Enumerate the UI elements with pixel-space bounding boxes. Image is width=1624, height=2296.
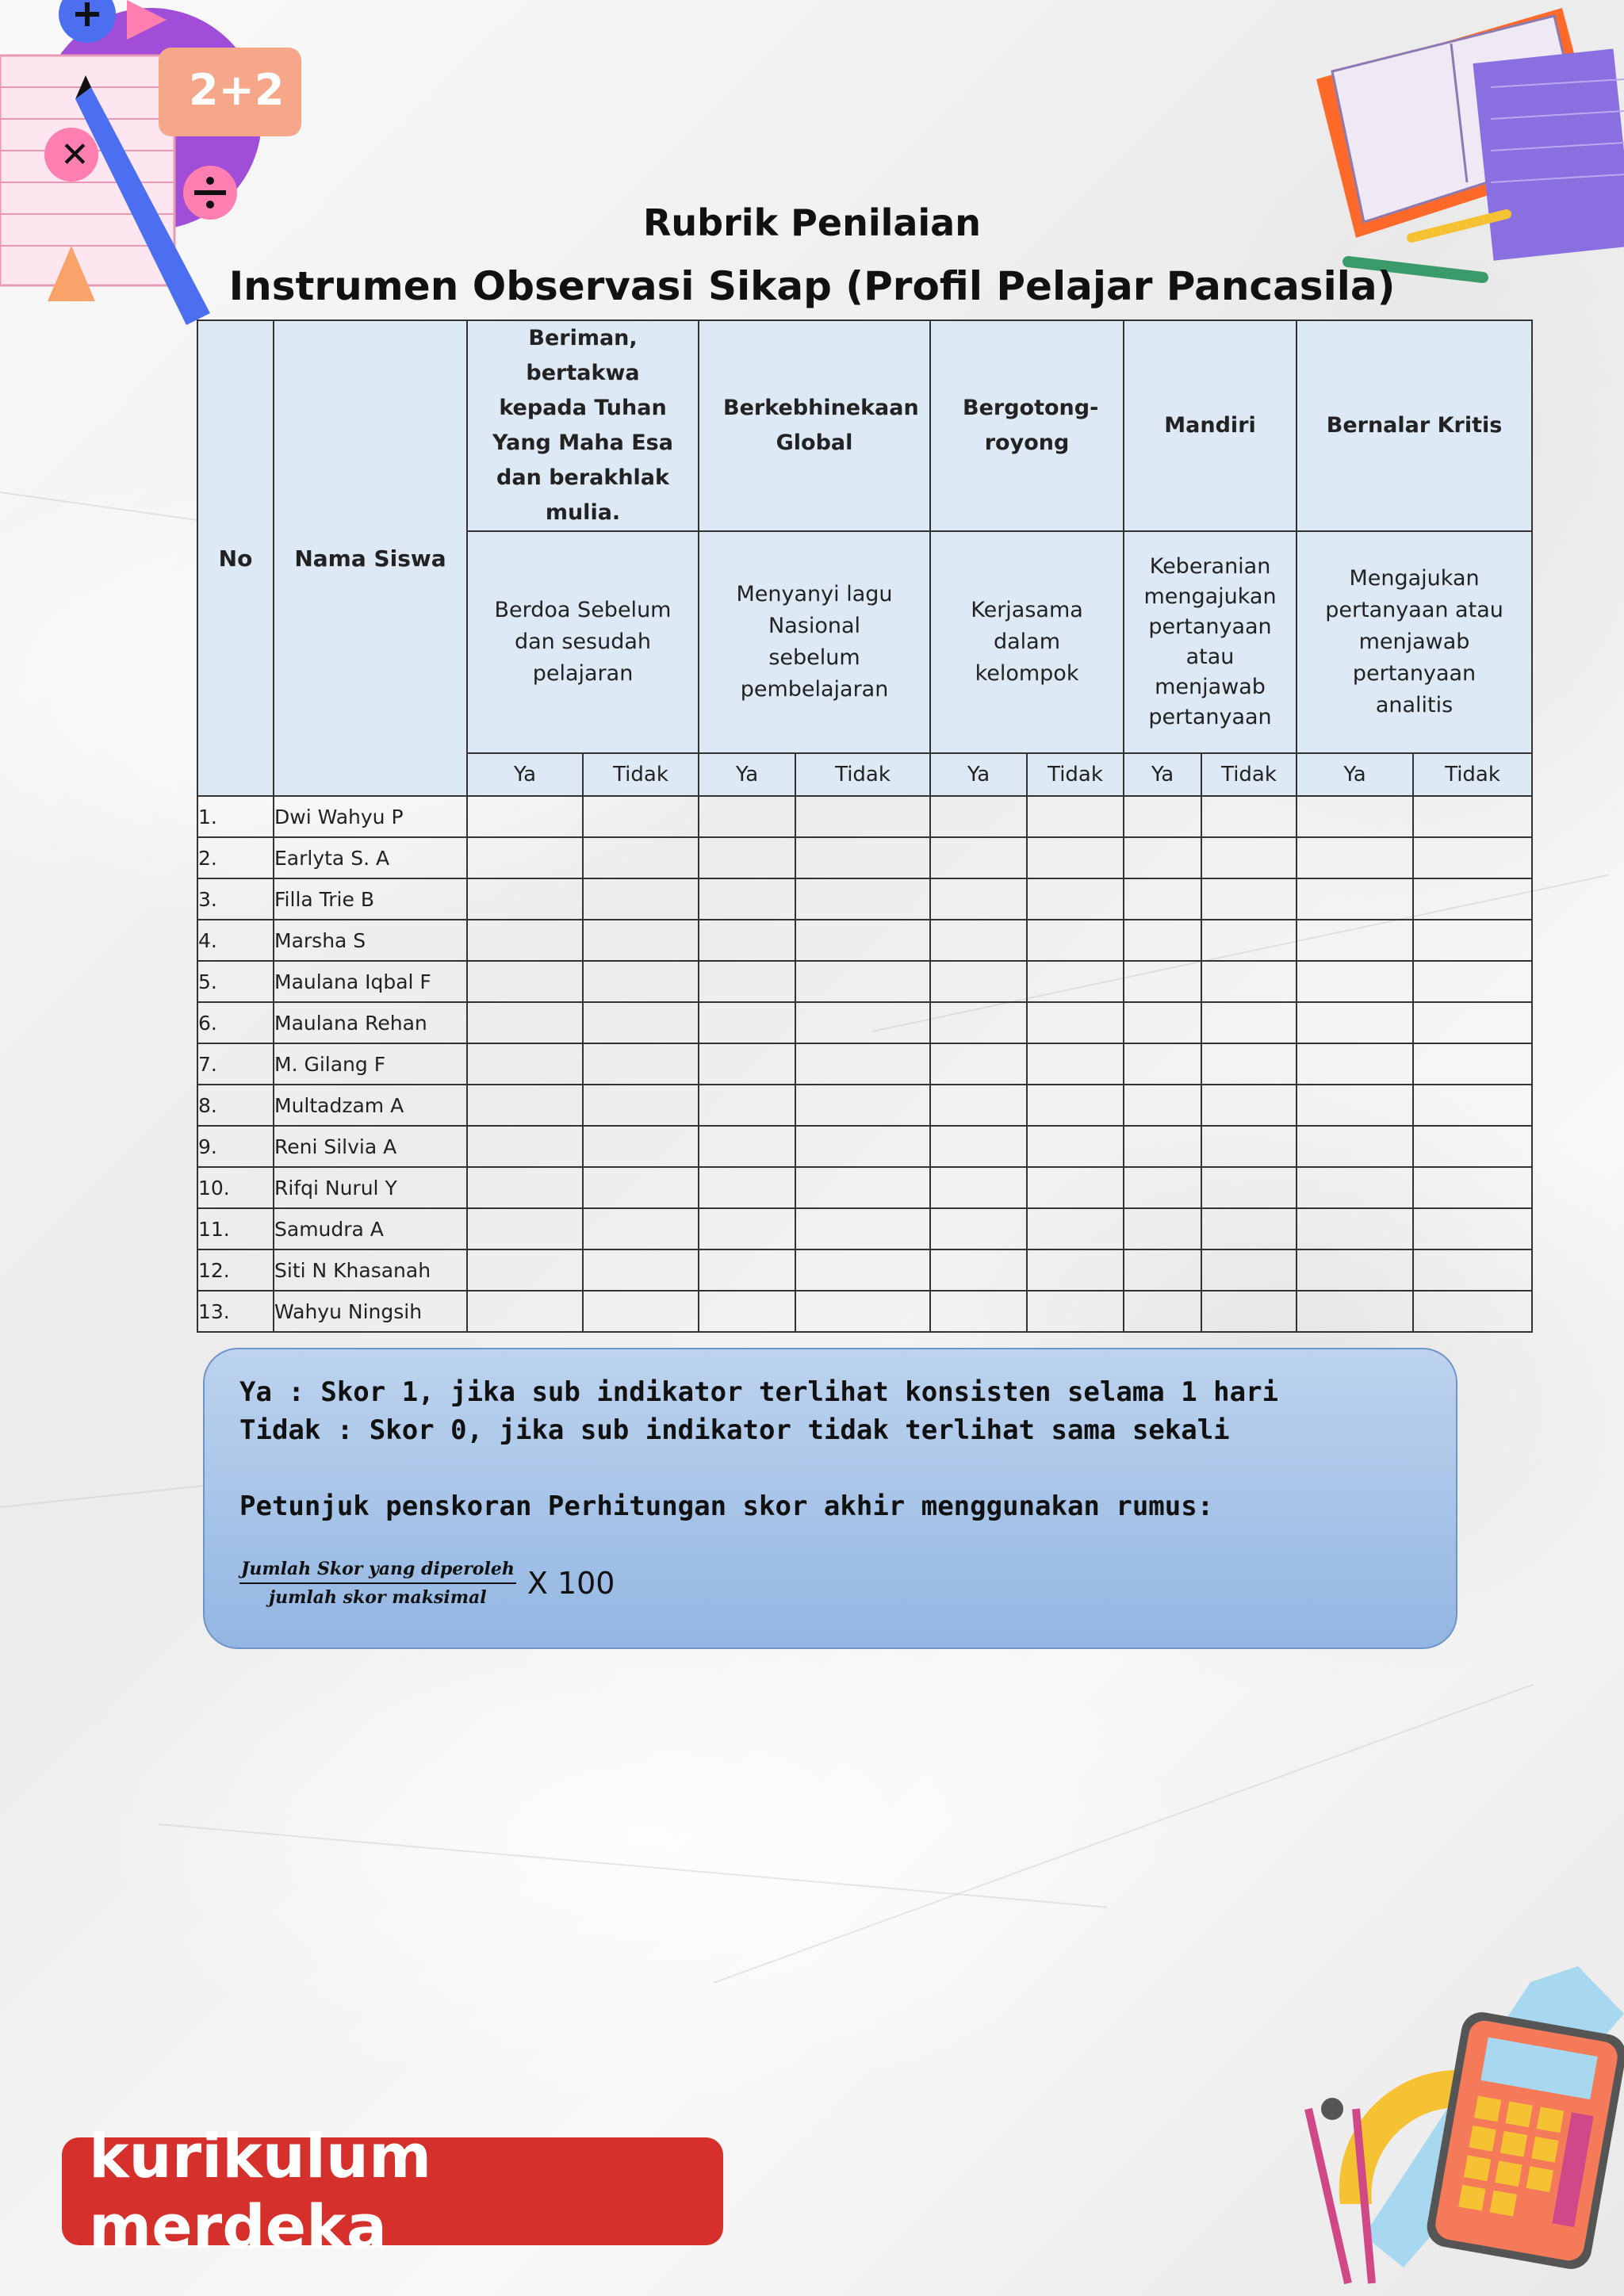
no-score-cell[interactable] [1201,961,1297,1002]
yes-score-cell[interactable] [930,796,1027,837]
yes-score-cell[interactable] [1124,796,1201,837]
row-number: 4. [197,920,274,961]
no-score-cell[interactable] [795,1167,930,1208]
yes-score-cell[interactable] [930,1126,1027,1167]
no-score-cell[interactable] [1027,920,1124,961]
yes-score-cell[interactable] [699,1167,795,1208]
table-row [197,1249,1532,1291]
student-name: Earlyta S. A [274,837,467,878]
no-score-cell[interactable] [1027,961,1124,1002]
no-score-cell[interactable] [1027,1126,1124,1167]
yes-score-cell[interactable] [1124,1126,1201,1167]
yes-score-cell[interactable] [1297,878,1413,920]
yes-score-cell[interactable] [1124,1249,1201,1291]
yes-score-cell[interactable] [699,1126,795,1167]
no-score-cell[interactable] [1027,1208,1124,1249]
no-score-cell[interactable] [1413,961,1532,1002]
no-score-cell[interactable] [1413,796,1532,837]
table-row [197,796,1532,837]
row-number: 5. [197,961,274,1002]
yes-score-cell[interactable] [930,920,1027,961]
table-row [197,878,1532,920]
no-score-cell[interactable] [1027,796,1124,837]
yes-score-cell[interactable] [1297,920,1413,961]
yes-score-cell[interactable] [1297,1208,1413,1249]
formula-denominator: jumlah skor maksimal [269,1587,487,1608]
no-score-cell[interactable] [583,1085,699,1126]
no-score-cell[interactable] [1413,837,1532,878]
no-score-cell[interactable] [1027,1002,1124,1043]
no-score-cell[interactable] [1413,1043,1532,1085]
yes-score-cell[interactable] [1297,1291,1413,1332]
no-score-cell[interactable] [1201,1167,1297,1208]
formula-fraction [239,1559,516,1608]
row-number: 12. [197,1249,274,1291]
row-number: 13. [197,1291,274,1332]
rubric-table [197,320,1533,1333]
yes-score-cell[interactable] [1124,920,1201,961]
no-column-5: Tidak [1413,753,1532,796]
scoring-legend [203,1348,1457,1649]
indicator-5: Mengajukan pertanyaan atau menjawab pertanyaan analitis [1297,531,1532,753]
yes-score-cell[interactable] [1124,1085,1201,1126]
yes-score-cell[interactable] [1297,1249,1413,1291]
yes-score-cell[interactable] [930,961,1027,1002]
no-score-cell[interactable] [795,1291,930,1332]
yes-column-3: Ya [930,753,1027,796]
table-row [197,1291,1532,1332]
no-score-cell[interactable] [1413,1126,1532,1167]
legend-ya: Ya : Skor 1, jika sub indikator terlihat konsisten selama 1 hari [239,1376,1279,1408]
page-title: Rubrik Penilaian [643,201,981,244]
yes-score-cell[interactable] [467,1167,583,1208]
yes-score-cell[interactable] [1297,837,1413,878]
yes-score-cell[interactable] [930,837,1027,878]
yes-score-cell[interactable] [1297,1085,1413,1126]
no-column-2: Tidak [795,753,930,796]
yes-column-1: Ya [467,753,583,796]
yes-score-cell[interactable] [930,878,1027,920]
yes-score-cell[interactable] [467,1002,583,1043]
no-score-cell[interactable] [1027,1043,1124,1085]
yes-column-5: Ya [1297,753,1413,796]
table-row [197,1085,1532,1126]
no-column-1: Tidak [583,753,699,796]
no-score-cell[interactable] [1027,837,1124,878]
indicator-3: Kerjasama dalam kelompok [930,531,1124,753]
yes-score-cell[interactable] [1297,1043,1413,1085]
yes-score-cell[interactable] [1297,1126,1413,1167]
no-score-cell[interactable] [1413,1208,1532,1249]
student-name: Wahyu Ningsih [274,1291,467,1332]
criterion-5-header: Bernalar Kritis [1297,320,1532,531]
student-name: Reni Silvia A [274,1126,467,1167]
yes-score-cell[interactable] [467,1085,583,1126]
yes-score-cell[interactable] [699,1002,795,1043]
row-number: 1. [197,796,274,837]
no-score-cell[interactable] [795,1126,930,1167]
yes-score-cell[interactable] [699,1291,795,1332]
yes-score-cell[interactable] [1297,961,1413,1002]
yes-score-cell[interactable] [699,878,795,920]
page-subtitle: Instrumen Observasi Sikap (Profil Pelajar Pancasila) [228,263,1396,309]
table-row [197,920,1532,961]
table-row [197,1126,1532,1167]
score-formula [239,1559,615,1608]
yes-score-cell[interactable] [467,1291,583,1332]
no-score-cell[interactable] [583,1249,699,1291]
yes-score-cell[interactable] [1297,1167,1413,1208]
no-score-cell[interactable] [1413,878,1532,920]
student-name: Rifqi Nurul Y [274,1167,467,1208]
no-score-cell[interactable] [795,1043,930,1085]
notebook-illustration [1300,0,1624,293]
no-score-cell[interactable] [583,920,699,961]
no-score-cell[interactable] [1201,1043,1297,1085]
yes-score-cell[interactable] [930,1043,1027,1085]
no-score-cell[interactable] [1201,1126,1297,1167]
yes-column-4: Ya [1124,753,1201,796]
yes-score-cell[interactable] [1124,878,1201,920]
yes-score-cell[interactable] [1124,1167,1201,1208]
table-row [197,1167,1532,1208]
multiply-sign: ✕ [60,135,90,175]
yes-score-cell[interactable] [930,1208,1027,1249]
yes-score-cell[interactable] [467,837,583,878]
row-number: 10. [197,1167,274,1208]
no-score-cell[interactable] [1201,920,1297,961]
student-name: Maulana Iqbal F [274,961,467,1002]
yes-score-cell[interactable] [699,920,795,961]
table-row [197,837,1532,878]
table-row [197,961,1532,1002]
yes-score-cell[interactable] [930,1085,1027,1126]
no-score-cell[interactable] [795,1249,930,1291]
no-score-cell[interactable] [795,796,930,837]
no-score-cell[interactable] [1413,1085,1532,1126]
no-score-cell[interactable] [583,1002,699,1043]
student-name: Marsha S [274,920,467,961]
yes-score-cell[interactable] [1297,796,1413,837]
yes-score-cell[interactable] [467,1208,583,1249]
scoring-instruction: Petunjuk penskoran Perhitungan skor akhir menggunakan rumus: [239,1490,1214,1522]
no-score-cell[interactable] [1027,1085,1124,1126]
no-score-cell[interactable] [583,878,699,920]
no-score-cell[interactable] [583,1167,699,1208]
formula-numerator: Jumlah Skor yang diperoleh [239,1559,516,1584]
yes-score-cell[interactable] [467,961,583,1002]
no-score-cell[interactable] [1413,1167,1532,1208]
yes-score-cell[interactable] [699,796,795,837]
yes-score-cell[interactable] [1124,961,1201,1002]
yes-column-2: Ya [699,753,795,796]
criterion-4-header: Mandiri [1124,320,1297,531]
yes-score-cell[interactable] [467,1043,583,1085]
indicator-2: Menyanyi lagu Nasional sebelum pembelajaran [699,531,930,753]
no-score-cell[interactable] [583,1208,699,1249]
calculator-illustration [1293,1966,1624,2296]
no-score-cell[interactable] [1201,1085,1297,1126]
formula-multiplier: X 100 [527,1566,615,1601]
no-score-cell[interactable] [1027,1167,1124,1208]
student-name: Siti N Khasanah [274,1249,467,1291]
no-score-cell[interactable] [795,837,930,878]
row-number: 9. [197,1126,274,1167]
yes-score-cell[interactable] [930,1291,1027,1332]
yes-score-cell[interactable] [930,1167,1027,1208]
student-name: Dwi Wahyu P [274,796,467,837]
no-score-cell[interactable] [1201,837,1297,878]
no-score-cell[interactable] [795,1002,930,1043]
no-score-cell[interactable] [1201,796,1297,837]
no-score-cell[interactable] [583,961,699,1002]
criterion-3-header: Bergotong-royong [930,320,1124,531]
yes-score-cell[interactable] [699,837,795,878]
yes-score-cell[interactable] [930,1249,1027,1291]
no-score-cell[interactable] [1027,1291,1124,1332]
no-score-cell[interactable] [1413,1249,1532,1291]
no-score-cell[interactable] [583,1126,699,1167]
yes-score-cell[interactable] [699,1249,795,1291]
student-name: M. Gilang F [274,1043,467,1085]
yes-score-cell[interactable] [1124,837,1201,878]
table-row [197,1043,1532,1085]
header-student-name: Nama Siswa [274,320,467,796]
no-column-4: Tidak [1201,753,1297,796]
student-name: Maulana Rehan [274,1002,467,1043]
no-score-cell[interactable] [795,1208,930,1249]
no-score-cell[interactable] [1201,878,1297,920]
yes-score-cell[interactable] [467,1249,583,1291]
kurikulum-merdeka-banner: kurikulum merdeka [62,2137,723,2245]
yes-score-cell[interactable] [1297,1002,1413,1043]
yes-score-cell[interactable] [699,1208,795,1249]
no-score-cell[interactable] [583,796,699,837]
no-score-cell[interactable] [1413,1291,1532,1332]
yes-score-cell[interactable] [699,1085,795,1126]
row-number: 6. [197,1002,274,1043]
yes-score-cell[interactable] [467,878,583,920]
math-sign-label: 2+2 [189,65,285,115]
row-number: 7. [197,1043,274,1085]
yes-score-cell[interactable] [1124,1291,1201,1332]
student-name: Multadzam A [274,1085,467,1126]
header-no: No [197,320,274,796]
student-rows [197,796,1532,1332]
no-score-cell[interactable] [1201,1291,1297,1332]
indicator-1: Berdoa Sebelum dan sesudah pelajaran [467,531,699,753]
yes-score-cell[interactable] [699,1043,795,1085]
no-score-cell[interactable] [1413,920,1532,961]
criterion-1-header: Beriman, bertakwa kepada Tuhan Yang Maha Esa dan berakhlak mulia. [467,320,699,531]
indicator-4: Keberanian mengajukan pertanyaan atau menjawab pertanyaan [1124,531,1297,753]
no-score-cell[interactable] [795,920,930,961]
no-score-cell[interactable] [795,1085,930,1126]
yes-score-cell[interactable] [930,1002,1027,1043]
yes-score-cell[interactable] [467,920,583,961]
no-score-cell[interactable] [1027,878,1124,920]
row-number: 11. [197,1208,274,1249]
no-score-cell[interactable] [1027,1249,1124,1291]
no-score-cell[interactable] [1201,1208,1297,1249]
yes-score-cell[interactable] [467,796,583,837]
table-row [197,1208,1532,1249]
yes-score-cell[interactable] [699,961,795,1002]
yes-score-cell[interactable] [467,1126,583,1167]
yes-score-cell[interactable] [1124,1208,1201,1249]
no-score-cell[interactable] [583,1043,699,1085]
no-score-cell[interactable] [1201,1002,1297,1043]
yes-score-cell[interactable] [1124,1043,1201,1085]
student-name: Filla Trie B [274,878,467,920]
student-name: Samudra A [274,1208,467,1249]
no-score-cell[interactable] [795,961,930,1002]
row-number: 3. [197,878,274,920]
no-score-cell[interactable] [583,837,699,878]
row-number: 8. [197,1085,274,1126]
no-score-cell[interactable] [1413,1002,1532,1043]
table-row [197,1002,1532,1043]
no-column-3: Tidak [1027,753,1124,796]
criterion-2-header: Berkebhinekaan Global [699,320,930,531]
yes-score-cell[interactable] [1124,1002,1201,1043]
no-score-cell[interactable] [583,1291,699,1332]
legend-tidak: Tidak : Skor 0, jika sub indikator tidak terlihat sama sekali [239,1414,1230,1446]
no-score-cell[interactable] [795,878,930,920]
row-number: 2. [197,837,274,878]
no-score-cell[interactable] [1201,1249,1297,1291]
